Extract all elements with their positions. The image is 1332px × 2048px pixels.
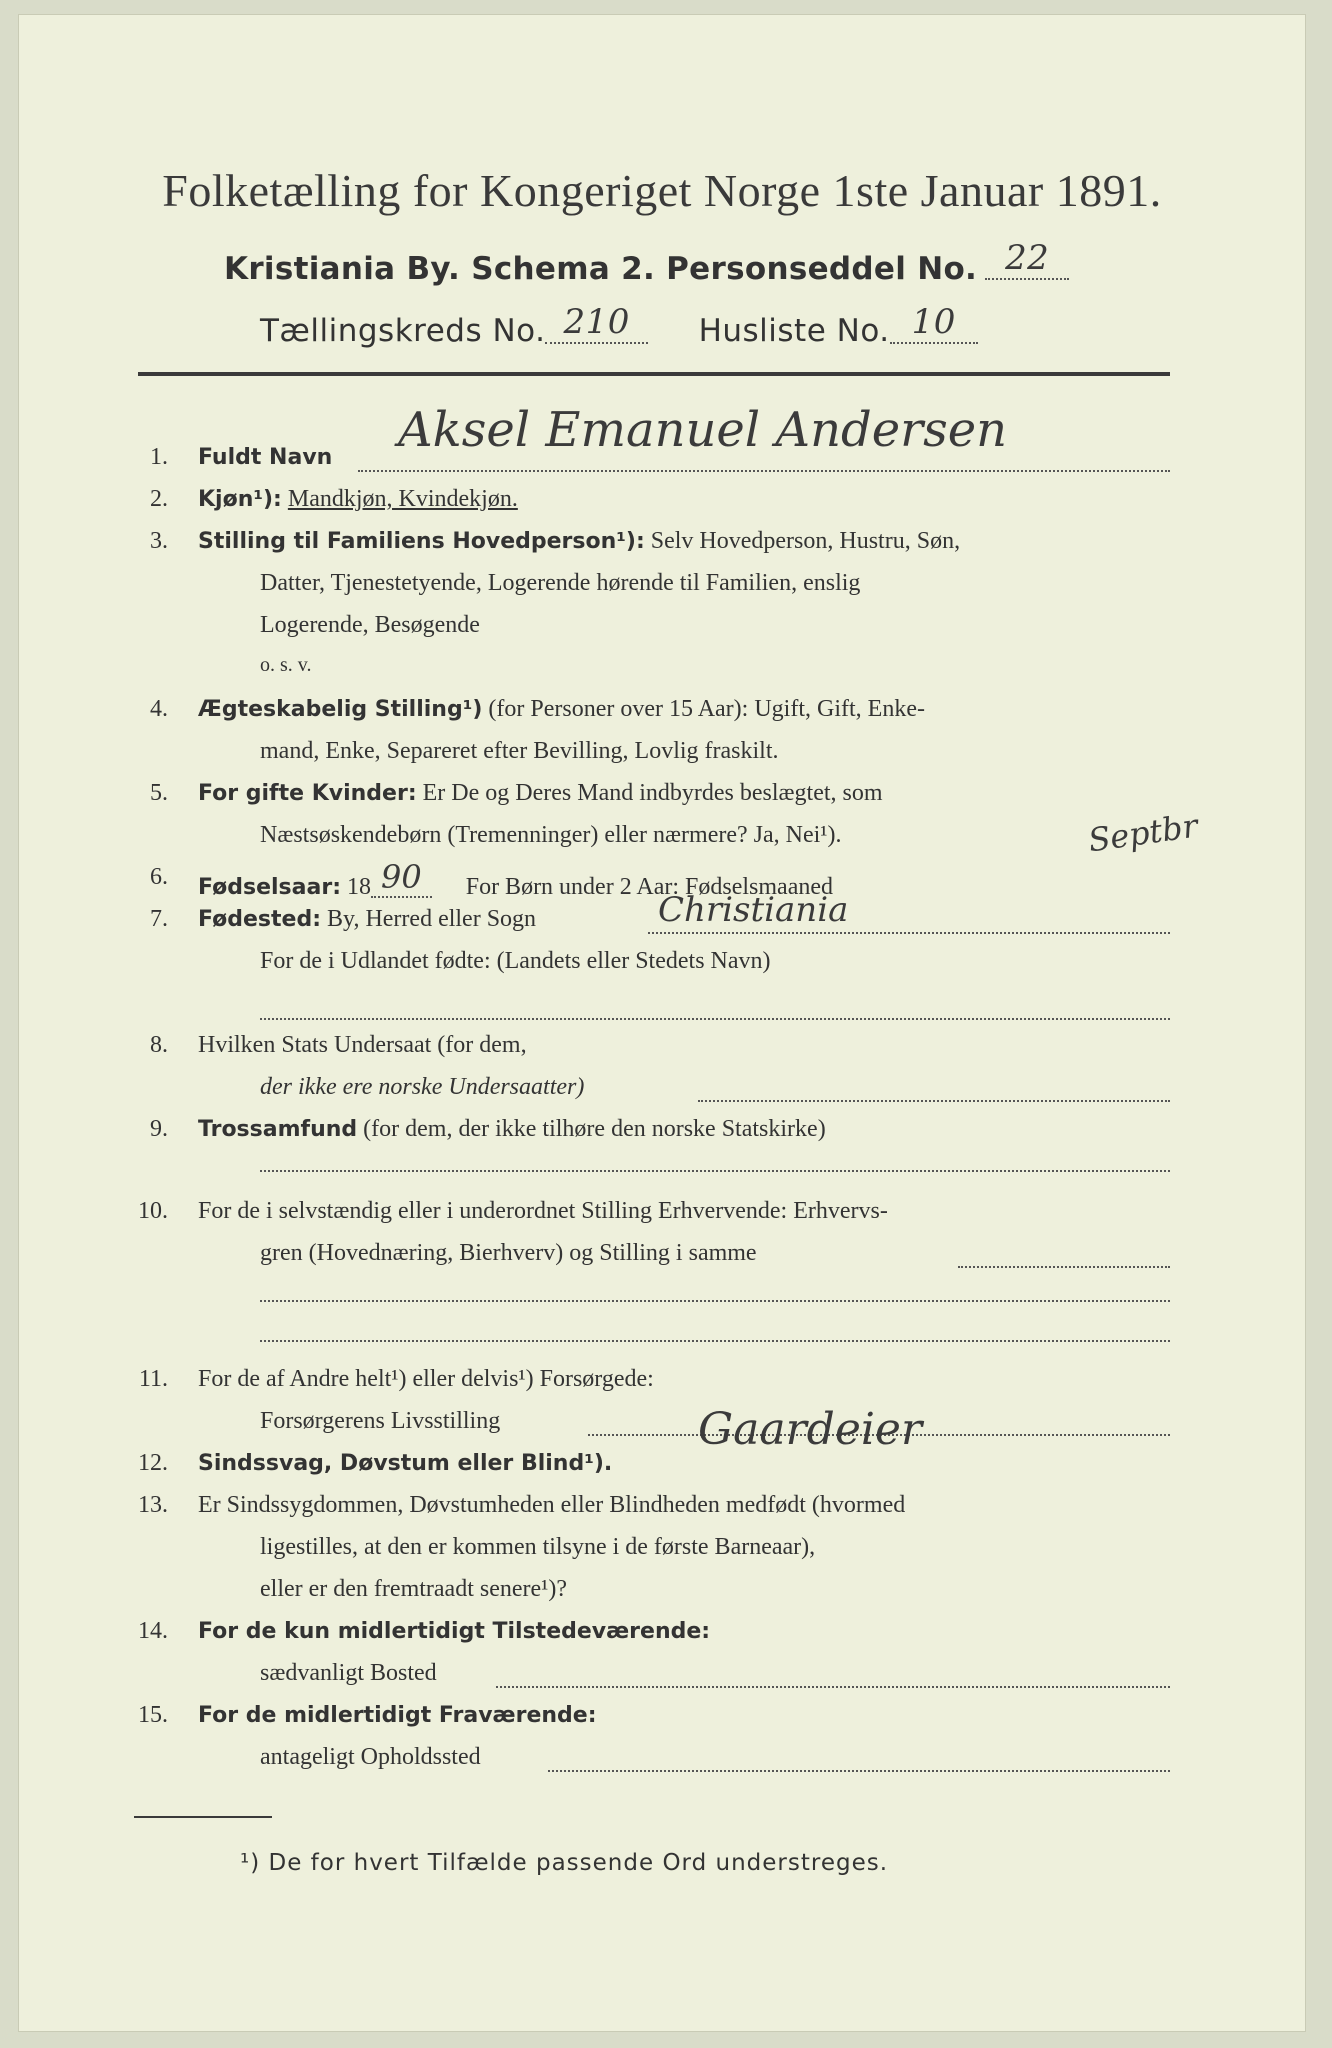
header-rule bbox=[138, 372, 1170, 376]
item-5-label: For gifte Kvinder: bbox=[198, 781, 417, 806]
item-13-text3: eller er den fremtraadt senere¹)? bbox=[260, 1576, 567, 1602]
item-4-text2: mand, Enke, Separeret efter Bevilling, Lovlig fraskilt. bbox=[260, 738, 779, 764]
item-5-text: Er De og Deres Mand indbyrdes beslægtet, som bbox=[422, 780, 883, 806]
item-6-label: Fødselsaar: bbox=[198, 875, 341, 900]
item-number: 1. bbox=[150, 444, 168, 470]
personseddel-number: 22 bbox=[985, 238, 1069, 280]
item-5-line bbox=[198, 780, 883, 807]
provider-occupation-value: Gaardeier bbox=[698, 1404, 922, 1455]
item-11-text: For de af Andre helt¹) eller delvis¹) Forsørgede: bbox=[198, 1366, 654, 1392]
item-6-text2: For Børn under 2 Aar: Fødselsmaaned bbox=[465, 874, 833, 900]
item-number: 13. bbox=[138, 1492, 168, 1518]
item-4-line bbox=[198, 696, 925, 723]
item-13-text: Er Sindssygdommen, Døvstumheden eller Blindheden medfødt (hvormed bbox=[198, 1492, 906, 1518]
taellingskreds-number: 210 bbox=[545, 302, 647, 344]
husliste-number: 10 bbox=[890, 302, 978, 344]
item-number: 15. bbox=[138, 1702, 168, 1728]
item-7-label: Fødested: bbox=[198, 907, 321, 932]
item-9-text: (for dem, der ikke tilhøre den norske Statskirke) bbox=[363, 1116, 826, 1142]
item-3-line bbox=[198, 528, 960, 555]
item-2-text: Mandkjøn, Kvindekjøn. bbox=[287, 486, 518, 512]
full-name-value: Aksel Emanuel Andersen bbox=[398, 402, 1008, 458]
footnote: ¹) De for hvert Tilfælde passende Ord understreges. bbox=[240, 1850, 889, 1876]
item-9-label: Trossamfund bbox=[198, 1117, 358, 1142]
item-15-text: For de midlertidigt Fraværende: bbox=[198, 1703, 597, 1728]
item-10-dots-2 bbox=[260, 1300, 1170, 1302]
birthplace-value: Christiania bbox=[658, 890, 849, 930]
item-10-dots bbox=[958, 1266, 1170, 1268]
item-14-text2: sædvanligt Bosted bbox=[260, 1660, 437, 1686]
item-number: 6. bbox=[150, 864, 168, 890]
schema-label: Kristiania By. Schema 2. Personseddel No. bbox=[224, 251, 978, 287]
item-6-text: 18 bbox=[347, 874, 371, 900]
form-title: Folketælling for Kongeriget Norge 1ste Januar 1891. bbox=[162, 165, 1162, 216]
item-4-text: (for Personer over 15 Aar): Ugift, Gift, Enke- bbox=[488, 696, 925, 722]
item-8-text: Hvilken Stats Undersaat (for dem, bbox=[198, 1032, 527, 1058]
item-1-line bbox=[198, 444, 332, 471]
item-number: 9. bbox=[150, 1116, 168, 1142]
item-number: 3. bbox=[150, 528, 168, 554]
item-12-text: Sindssvag, Døvstum eller Blind¹). bbox=[198, 1451, 613, 1476]
item-10-text2: gren (Hovednæring, Bierhverv) og Stilling i samme bbox=[260, 1240, 757, 1266]
item-number: 10. bbox=[138, 1198, 168, 1224]
counting-district-line bbox=[260, 302, 978, 350]
husliste-label: Husliste No. bbox=[698, 313, 890, 349]
item-7-text2: For de i Udlandet fødte: (Landets eller Stedets Navn) bbox=[260, 948, 771, 974]
item-number: 14. bbox=[138, 1618, 168, 1644]
item-9-dots bbox=[260, 1170, 1170, 1172]
item-3-text2: Datter, Tjenestetyende, Logerende hørende til Familien, enslig bbox=[260, 570, 861, 596]
taellingskreds-label: Tællingskreds No. bbox=[260, 313, 546, 349]
item-4-label: Ægteskabelig Stilling¹) bbox=[198, 697, 483, 722]
item-number: 11. bbox=[138, 1366, 168, 1392]
item-2-label: Kjøn¹): bbox=[198, 487, 282, 512]
birth-year-value: 90 bbox=[371, 858, 432, 898]
census-form bbox=[18, 14, 1306, 2032]
item-7-dots-2 bbox=[260, 1018, 1170, 1020]
item-7-line bbox=[198, 906, 536, 933]
item-14-text: For de kun midlertidigt Tilstedeværende: bbox=[198, 1619, 711, 1644]
item-1-label: Fuldt Navn bbox=[198, 445, 333, 470]
item-14-dots bbox=[496, 1686, 1170, 1688]
item-1-dots bbox=[358, 470, 1170, 472]
item-10-text: For de i selvstændig eller i underordnet Stilling Erhvervende: Erhvervs- bbox=[198, 1198, 888, 1224]
item-5-text2: Næstsøskendebørn (Tremenninger) eller nærmere? Ja, Nei¹). bbox=[260, 822, 842, 848]
item-8-text2: der ikke ere norske Undersaatter) bbox=[260, 1074, 585, 1100]
form-subtitle bbox=[224, 238, 1061, 288]
item-number: 5. bbox=[150, 780, 168, 806]
item-3-text4: o. s. v. bbox=[260, 654, 312, 676]
item-14-line bbox=[198, 1618, 710, 1645]
item-15-dots bbox=[548, 1770, 1170, 1772]
item-number: 12. bbox=[138, 1450, 168, 1476]
item-12-line bbox=[198, 1450, 612, 1477]
footnote-rule bbox=[134, 1816, 272, 1818]
item-15-text2: antageligt Opholdssted bbox=[260, 1744, 481, 1770]
item-number: 8. bbox=[150, 1032, 168, 1058]
item-3-text: Selv Hovedperson, Hustru, Søn, bbox=[650, 528, 961, 554]
birth-month-value: Septbr bbox=[1085, 806, 1201, 860]
item-11-text2: Forsørgerens Livsstilling bbox=[260, 1408, 501, 1434]
item-number: 7. bbox=[150, 906, 168, 932]
item-15-line bbox=[198, 1702, 597, 1729]
item-13-text2: ligestilles, at den er kommen tilsyne i de første Barneaar), bbox=[260, 1534, 816, 1560]
item-7-dots bbox=[648, 932, 1170, 934]
item-2-line bbox=[198, 486, 518, 513]
item-9-line bbox=[198, 1116, 826, 1143]
item-10-dots-3 bbox=[260, 1340, 1170, 1342]
item-number: 2. bbox=[150, 486, 168, 512]
item-3-text3: Logerende, Besøgende bbox=[260, 612, 480, 638]
item-7-text: By, Herred eller Sogn bbox=[327, 906, 537, 932]
item-3-label: Stilling til Familiens Hovedperson¹): bbox=[198, 529, 645, 554]
item-number: 4. bbox=[150, 696, 168, 722]
item-8-dots bbox=[698, 1100, 1170, 1102]
